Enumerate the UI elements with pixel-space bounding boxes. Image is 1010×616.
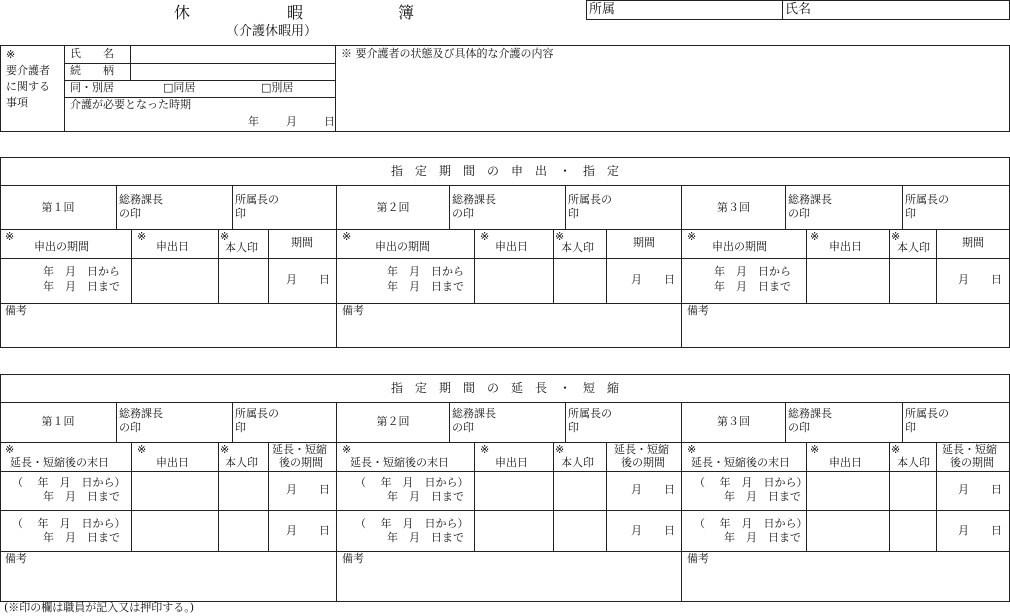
title-char-1: 休 [174,3,191,22]
s2-b1-end-label: 延長・短縮後の末日 [10,456,109,469]
designation-title: 指 定 期 間 の 申 出 ・ 指 定 [390,164,619,178]
s2-r1-ga-stamp-label-2: の印 [119,421,141,434]
s1-b1-seal-label: 本人印 [225,241,258,254]
s1-b1-period-label: 申出の期間 [34,240,89,253]
s2-b3-row1-from: （ 年 月 日から） [694,476,808,489]
care-name-label: 氏 名 [70,47,114,60]
living-separate-checkbox[interactable] [261,82,293,95]
s1-b3-request-label: 申出日 [829,240,862,253]
care-relation-label: 続 柄 [70,64,114,77]
s1-b1-remarks: 備考 [5,304,27,317]
s1-b1-duration-label: 期間 [291,236,313,249]
s1-b3-mark-2: ※ [810,230,820,243]
s2-b1-row2-duration: 月 日 [286,524,330,537]
s2-r1-ga-stamp-label-1: 総務課長 [119,407,163,420]
s1-b2-to: 年 月 日まで [387,280,464,293]
care-living-label: 同・別居 [70,81,114,94]
s2-b3-row2-duration: 月 日 [958,524,1002,537]
s2-b1-after-label-1: 延長・短縮 [272,443,327,456]
s2-round-1: 第１回 [41,415,75,428]
s1-r1-ga-stamp-label-2: の印 [119,207,141,220]
s1-b1-duration: 月 日 [286,273,330,286]
title-char-2: 暇 [287,3,304,22]
name-label: 氏名 [785,2,812,17]
s2-b2-request-label: 申出日 [495,456,528,469]
s1-r2-dept-stamp-label-2: 印 [568,207,579,220]
s1-round-2: 第２回 [376,201,410,214]
s2-b1-remarks: 備考 [5,552,27,565]
extension-title: 指 定 期 間 の 延 長 ・ 短 縮 [390,381,619,395]
living-same-label: 同居 [173,81,196,94]
s2-b1-seal-label: 本人印 [225,456,258,469]
care-date-day: 日 [324,115,335,128]
s1-b1-request-label: 申出日 [156,240,189,253]
s2-round-3: 第３回 [717,415,750,428]
s2-round-2: 第２回 [376,415,410,428]
s2-b1-row1-from: （ 年 月 日から） [12,476,126,489]
care-date-year: 年 [248,115,259,128]
s1-r1-dept-stamp-label-1: 所属長の [235,193,279,206]
s2-b2-remarks: 備考 [342,552,364,565]
subtitle: （介護休暇用） [226,24,318,39]
s2-r2-dept-stamp-label-2: 印 [568,421,579,434]
s1-round-1: 第１回 [41,201,75,214]
s2-b3-request-label: 申出日 [829,456,862,469]
s2-b2-row1-to: 年 月 日まで [387,490,464,503]
s2-b3-seal-label: 本人印 [897,456,930,469]
s2-b2-row1-from: （ 年 月 日から） [355,476,469,489]
care-section-label-3: 事項 [6,96,28,109]
affiliation-box[interactable] [586,0,783,20]
s1-r3-ga-stamp-label-2: の印 [788,207,810,220]
care-condition-label: ※ 要介護者の状態及び具体的な介護の内容 [341,47,554,60]
footer-note: (※印の欄は職員が記入又は押印する。) [4,601,195,614]
s2-b1-mark-3: ※ [220,443,230,456]
s1-b3-seal-label: 本人印 [897,241,930,254]
s1-b2-from: 年 月 日から [387,265,464,278]
s2-b2-after-label-2: 後の期間 [621,456,665,469]
living-same-checkbox[interactable] [163,82,195,95]
s1-b2-period-label: 申出の期間 [375,240,430,253]
s1-b3-to: 年 月 日まで [714,280,791,293]
affiliation-label: 所属 [589,2,616,17]
living-separate-label: 別居 [271,81,294,94]
s2-b2-row2-from: （ 年 月 日から） [355,517,469,530]
name-box[interactable] [782,0,1010,20]
s2-b1-after-label-2: 後の期間 [279,456,323,469]
s1-r1-ga-stamp-label-1: 総務課長 [119,193,163,206]
s2-b2-row2-to: 年 月 日まで [387,531,464,544]
s1-b2-seal-label: 本人印 [561,241,594,254]
s2-b3-mark-2: ※ [810,443,820,456]
s2-b3-mark-3: ※ [891,443,901,456]
care-section-label-1: 要介護者 [6,64,50,77]
s2-r2-ga-stamp-label-1: 総務課長 [452,407,496,420]
title-char-3: 簿 [398,3,415,22]
s2-r3-ga-stamp-label-2: の印 [788,421,810,434]
s2-r2-dept-stamp-label-1: 所属長の [568,407,612,420]
s1-b1-mark-2: ※ [137,230,147,243]
s1-b2-remarks: 備考 [342,304,364,317]
s2-b1-mark-1: ※ [5,443,15,456]
s1-r1-dept-stamp-label-2: 印 [235,207,246,220]
s1-b3-from: 年 月 日から [714,265,791,278]
s2-b2-seal-label: 本人印 [561,456,594,469]
s2-b3-after-label-1: 延長・短縮 [942,443,997,456]
s1-b3-mark-3: ※ [891,230,901,243]
s2-b3-end-label: 延長・短縮後の末日 [691,456,790,469]
s1-b3-duration: 月 日 [958,273,1002,286]
s2-b3-mark-1: ※ [687,443,697,456]
s2-r1-dept-stamp-label-1: 所属長の [235,407,279,420]
s2-b1-row2-to: 年 月 日まで [43,531,120,544]
s1-b2-duration-label: 期間 [633,236,655,249]
s1-b3-period-label: 申出の期間 [712,240,767,253]
s2-b3-row2-from: （ 年 月 日から） [694,517,808,530]
s1-r2-dept-stamp-label-1: 所属長の [568,193,612,206]
s1-b2-mark-2: ※ [480,230,490,243]
s1-b2-mark-1: ※ [342,230,352,243]
s2-b2-mark-1: ※ [342,443,352,456]
s1-r3-dept-stamp-label-1: 所属長の [905,193,949,206]
s2-r3-dept-stamp-label-2: 印 [905,421,916,434]
care-mark: ※ [6,48,16,61]
s2-b2-mark-3: ※ [555,443,565,456]
s1-r3-ga-stamp-label-1: 総務課長 [788,193,832,206]
s1-r2-ga-stamp-label-2: の印 [452,207,474,220]
s2-r3-dept-stamp-label-1: 所属長の [905,407,949,420]
s1-b1-from: 年 月 日から [43,265,120,278]
s2-b2-after-label-1: 延長・短縮 [614,443,669,456]
s1-b2-request-label: 申出日 [495,240,528,253]
care-relation-field[interactable] [131,64,335,80]
s2-b3-after-label-2: 後の期間 [950,456,994,469]
checkbox-icon: □ [163,81,174,94]
s2-r1-dept-stamp-label-2: 印 [235,421,246,434]
s2-b1-row1-to: 年 月 日まで [43,490,120,503]
s2-b1-row2-from: （ 年 月 日から） [12,517,126,530]
s2-r3-ga-stamp-label-1: 総務課長 [788,407,832,420]
s2-b3-row2-to: 年 月 日まで [724,531,801,544]
s2-b2-row2-duration: 月 日 [631,524,675,537]
s2-b1-request-label: 申出日 [156,456,189,469]
s2-b2-mark-2: ※ [480,443,490,456]
s1-r3-dept-stamp-label-2: 印 [905,207,916,220]
s2-b2-end-label: 延長・短縮後の末日 [350,456,449,469]
s2-r2-ga-stamp-label-2: の印 [452,421,474,434]
s1-b3-mark-1: ※ [687,230,697,243]
care-needed-since-label: 介護が必要となった時期 [70,98,191,111]
checkbox-icon: □ [261,81,272,94]
s1-b1-mark-1: ※ [5,230,15,243]
care-section-label-2: に関する [6,80,50,93]
s1-r2-ga-stamp-label-1: 総務課長 [452,193,496,206]
s2-b3-remarks: 備考 [687,552,709,565]
care-name-field[interactable] [131,46,335,63]
s1-b3-duration-label: 期間 [962,236,984,249]
s2-b3-row1-to: 年 月 日まで [724,490,801,503]
care-date-month: 月 [286,115,297,128]
s2-b1-row1-duration: 月 日 [286,483,330,496]
s1-b1-to: 年 月 日まで [43,280,120,293]
s1-b2-duration: 月 日 [631,273,675,286]
s2-b2-row1-duration: 月 日 [631,483,675,496]
care-condition-field[interactable] [336,64,1009,131]
s2-b1-mark-2: ※ [137,443,147,456]
s1-round-3: 第３回 [717,201,750,214]
s2-b3-row1-duration: 月 日 [958,483,1002,496]
s1-b1-mark-3: ※ [220,230,230,243]
s1-b3-remarks: 備考 [687,304,709,317]
s1-b2-mark-3: ※ [555,230,565,243]
